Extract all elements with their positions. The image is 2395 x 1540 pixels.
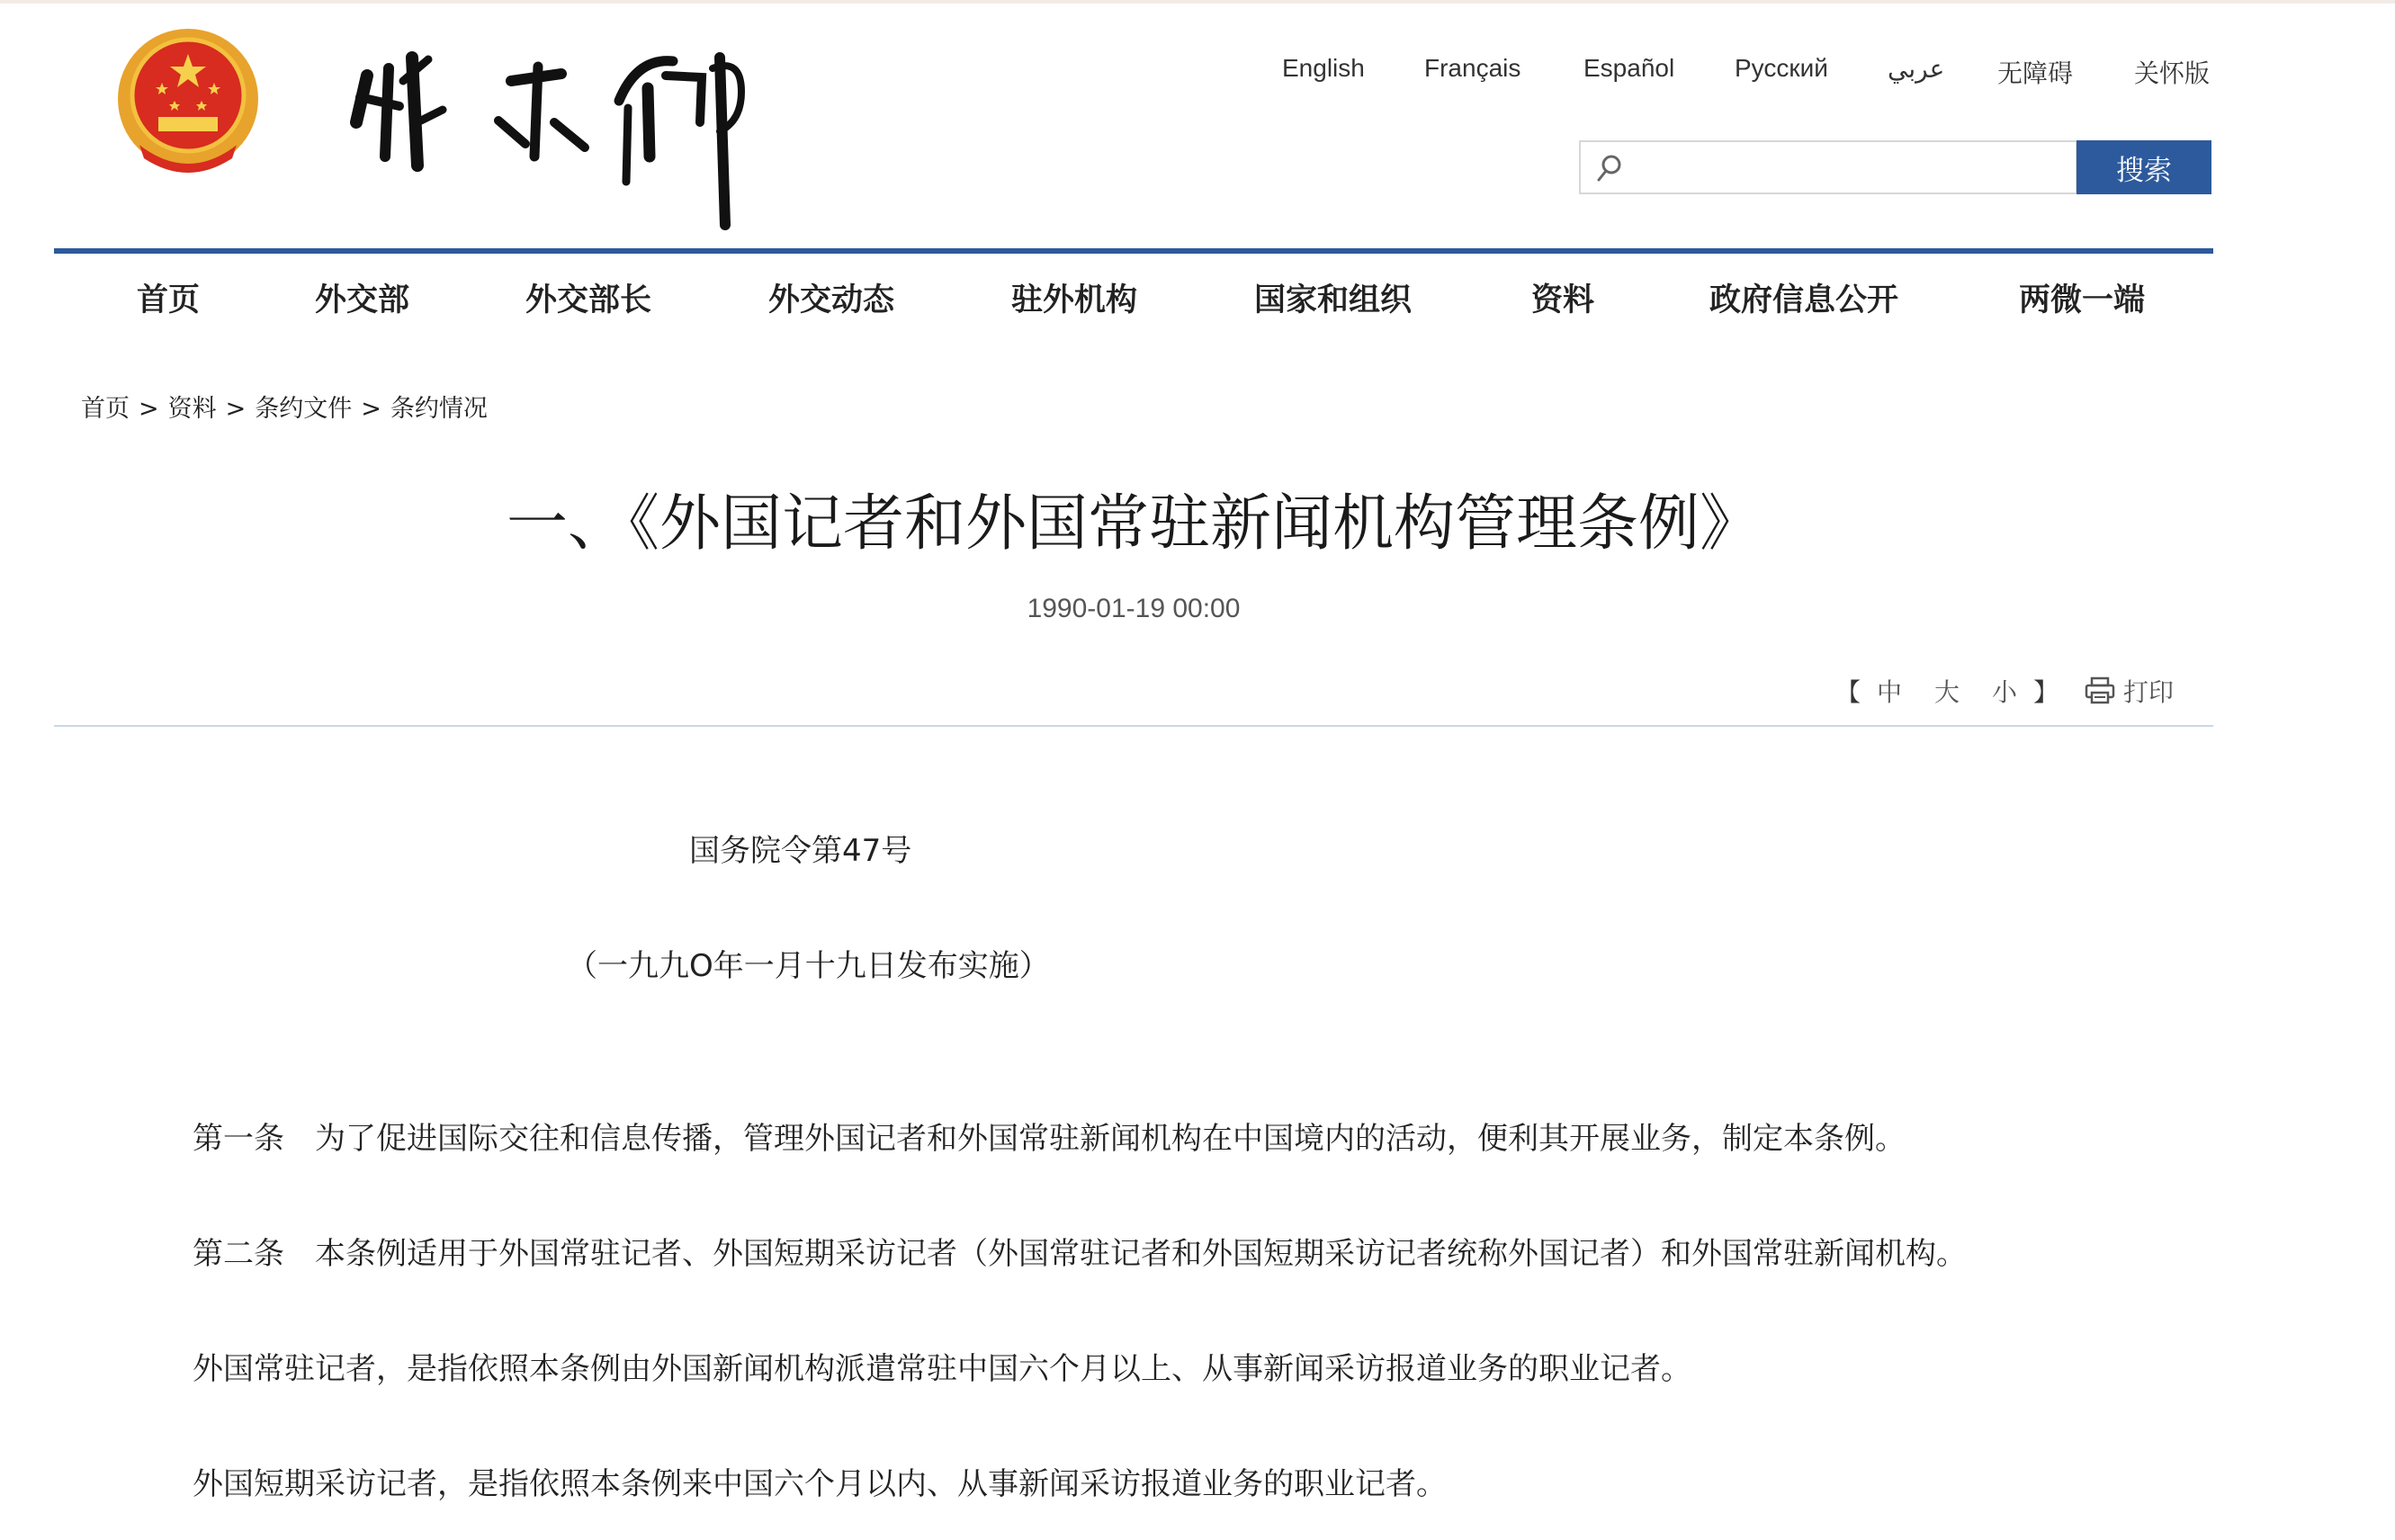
main-nav <box>54 254 2213 342</box>
print-button[interactable] <box>2084 673 2174 709</box>
breadcrumb-resources[interactable]: 资料 <box>167 395 217 423</box>
search-box <box>1579 140 2077 194</box>
nav-item-countries-organizations[interactable]: 国家和组织 <box>1254 282 1413 318</box>
article-title: 一、《外国记者和外国常驻新闻机构管理条例》 <box>506 488 1761 560</box>
nav-item-minister[interactable]: 外交部长 <box>525 282 652 318</box>
content-divider <box>54 725 2213 727</box>
nav-item-social-media[interactable]: 两微一端 <box>2019 282 2146 318</box>
nav-item-resources[interactable]: 资料 <box>1531 282 1595 318</box>
lang-english[interactable]: English <box>1282 54 1365 82</box>
nav-item-ministry[interactable]: 外交部 <box>315 282 410 318</box>
article-paragraph: 外国短期采访记者，是指依照本条例来中国六个月以内、从事新闻采访报道业务的职业记者。 <box>193 1466 1447 1502</box>
lang-accessibility[interactable]: 无障碍 <box>1997 59 2074 87</box>
font-size-close-bracket: 】 <box>2033 677 2059 707</box>
print-label: 打印 <box>2123 677 2175 707</box>
breadcrumb-separator: > <box>361 395 381 423</box>
nav-item-government-info[interactable]: 政府信息公开 <box>1709 282 1899 318</box>
article-date: 1990-01-19 00:00 <box>1027 594 1241 623</box>
top-rule <box>0 0 2395 4</box>
lang-elderly-version[interactable]: 关怀版 <box>2134 59 2211 87</box>
decree-number: 国务院令第47号 <box>689 833 912 869</box>
font-size-selector <box>1835 673 2059 709</box>
nav-item-home[interactable]: 首页 <box>137 282 201 318</box>
article-paragraph: 外国常驻记者，是指依照本条例由外国新闻机构派遣常驻中国六个月以上、从事新闻采访报道业务的职业记者。 <box>193 1351 1691 1387</box>
issue-date-note: （一九九O年一月十九日发布实施） <box>567 948 1050 984</box>
lang-spanish[interactable]: Español <box>1583 54 1675 82</box>
search-input[interactable] <box>1635 148 2070 189</box>
lang-arabic[interactable]: عربي <box>1888 55 1945 83</box>
ministry-calligraphy-logo <box>349 22 754 234</box>
national-emblem-icon <box>112 23 265 185</box>
font-size-large[interactable]: 大 <box>1934 677 1960 707</box>
breadcrumb-separator: > <box>139 395 159 423</box>
breadcrumb-treaty-documents[interactable]: 条约文件 <box>255 395 353 423</box>
lang-russian[interactable]: Русский <box>1735 54 1828 82</box>
article-paragraph: 第二条 本条例适用于外国常驻记者、外国短期采访记者（外国常驻记者和外国短期采访记者统称外国记者）和外国常驻新闻机构。 <box>193 1236 1967 1272</box>
breadcrumb-treaty-status[interactable]: 条约情况 <box>390 395 488 423</box>
breadcrumb <box>81 389 488 424</box>
nav-item-diplomatic-news[interactable]: 外交动态 <box>768 282 895 318</box>
font-size-small[interactable]: 小 <box>1992 677 2018 707</box>
language-bar <box>1260 54 2215 90</box>
breadcrumb-separator: > <box>225 395 247 423</box>
printer-icon <box>2084 676 2116 705</box>
article-paragraph: 第一条 为了促进国际交往和信息传播，管理外国记者和外国常驻新闻机构在中国境内的活动，便利其开展业务，制定本条例。 <box>193 1121 1906 1157</box>
nav-item-missions-abroad[interactable]: 驻外机构 <box>1011 282 1138 318</box>
search-button[interactable]: 搜索 <box>2077 140 2211 194</box>
font-size-open-bracket: 【 <box>1835 677 1861 707</box>
search-icon <box>1593 153 1624 184</box>
font-size-medium[interactable]: 中 <box>1877 677 1903 707</box>
lang-french[interactable]: Français <box>1424 54 1521 82</box>
breadcrumb-home[interactable]: 首页 <box>81 395 130 423</box>
